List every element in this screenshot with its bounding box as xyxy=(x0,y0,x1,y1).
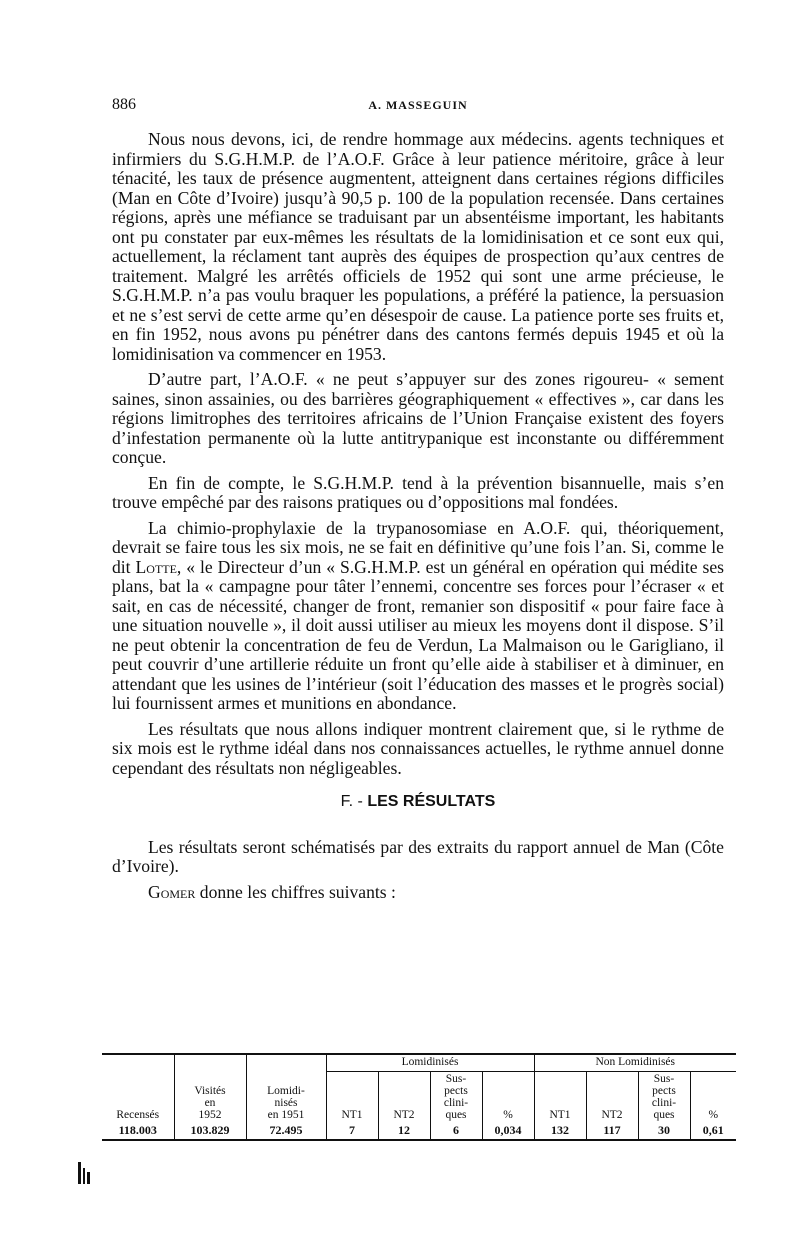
cell-visites: 103.829 xyxy=(174,1122,246,1140)
page-header xyxy=(112,96,724,120)
results-table xyxy=(102,1053,736,1141)
paragraph: D’autre part, l’A.O.F. « ne peut s’appuyer sur des zones rigoureu- « sement saines, sinon assainies, ou des barrières géographiquement « effectives », car dans les régions limitrophes des territoires africains de l’Union Française existent des foyers d’infestation permanente où la lutte antitrypanique est inconstante ou différemment conçue. xyxy=(112,369,724,467)
cell-lom-pct: 0,034 xyxy=(482,1122,534,1140)
group-header-non-lomidinises: Non Lomidinisés xyxy=(534,1054,736,1072)
header-lomidinises-1951: Lomidi- nisés en 1951 xyxy=(246,1072,326,1122)
cell-lom-suspects: 6 xyxy=(430,1122,482,1140)
header-visites: Visités en 1952 xyxy=(174,1072,246,1122)
paragraph: Les résultats seront schématisés par des extraits du rapport annuel de Man (Côte d’Ivoire). xyxy=(112,836,724,876)
cell-lom-nt1: 7 xyxy=(326,1122,378,1140)
cell-lomidinises-1951: 72.495 xyxy=(246,1122,326,1140)
section-prefix: F. - xyxy=(340,793,363,810)
table-row xyxy=(102,1122,736,1140)
cell-non-nt1: 132 xyxy=(534,1122,586,1140)
group-header-lomidinises: Lomidinisés xyxy=(326,1054,534,1072)
header-non-nt2: NT2 xyxy=(586,1072,638,1122)
running-title: A. MASSEGUIN xyxy=(368,98,468,112)
header-lom-nt2: NT2 xyxy=(378,1072,430,1122)
paragraph: En fin de compte, le S.G.H.M.P. tend à la prévention bisannuelle, mais s’en trouve empêché par des raisons pratiques ou d’oppositions mal fondées. xyxy=(112,472,724,512)
paragraph-text: donne les chiffres suivants : xyxy=(199,881,396,902)
header-lom-pct: % xyxy=(482,1072,534,1122)
page-number: 886 xyxy=(112,96,136,113)
author-name: Lotte, xyxy=(135,556,182,577)
scan-mark-icon xyxy=(76,1160,102,1186)
cell-non-pct: 0,61 xyxy=(690,1122,736,1140)
cell-recenses: 118.003 xyxy=(102,1122,174,1140)
paragraph: Nous nous devons, ici, de rendre hommage aux médecins. agents techniques et infirmiers du S.G.H.M.P. de l’A.O.F. Grâce à leur patience méritoire, grâce à leur ténacité, les taux de présence augmentent, atteignent dans certaines régions difficiles (Man en Côte d’Ivoire) jusqu’à 90,5 p. 100 de la population recensée. Dans certaines régions, après une méfiance se traduisant par un absentéisme important, les habitants ont pu constater par eux-mêmes les résultats de la lomidinisation et ce sont eux qui, actuellement, la réclament tant auprès des équipes de prospection qu’aux centres de traitement. Malgré les arrêtés officiels de 1952 qui sont une arme précieuse, le S.G.H.M.P. n’a pas voulu braquer les populations, a préféré la patience, la persuasion et ne s’est servi de cette arme qu’en désespoir de cause. La patience porte ses fruits et, en fin 1952, nous avons pu pénétrer dans des cantons fermés depuis 1945 et où la lomidinisation va commencer en 1953. xyxy=(112,129,724,364)
author-name: Gomer xyxy=(148,881,196,902)
header-non-suspects: Sus- pects clini- ques xyxy=(638,1072,690,1122)
header-non-nt1: NT1 xyxy=(534,1072,586,1122)
paragraph-text: La chimio-prophylaxie de la trypanosomiase en A.O.F. qui, théoriquement, devrait se faire tous les six mois, ne se fait en définitive qu’une fois l’an. Si, comme le dit xyxy=(112,517,724,577)
paragraph xyxy=(112,519,724,714)
table-group-row xyxy=(102,1054,736,1072)
paragraph: Les résultats que nous allons indiquer montrent clairement que, si le rythme de six mois est le rythme idéal dans nos connaissances actuelles, le rythme annuel donne cependant des résultats non négligeables. xyxy=(112,718,724,778)
header-recenses: Recensés xyxy=(116,1108,160,1121)
header-lom-nt1: NT1 xyxy=(326,1072,378,1122)
body-text xyxy=(112,130,724,908)
cell-non-suspects: 30 xyxy=(638,1122,690,1140)
cell-lom-nt2: 12 xyxy=(378,1122,430,1140)
section-heading xyxy=(112,792,724,812)
header-non-pct: % xyxy=(690,1072,736,1122)
paragraph-text: « le Directeur d’un « S.G.H.M.P. est un général en opération qui médite ses plans, bat la « campagne pour tâter l’ennemi, concentre ses forces pour l’écraser « et sait, en cas de nécessité, changer de front, remanier son dispositif « pour faire face à une situation nouvelle », il doit aussi utiliser au mieux les moyens dont il dispose. S’il ne peut obtenir la concentration de feu de Verdun, La Malmaison ou le Garigliano, il peut couvrir d’une artillerie réduite un front qu’elle aide à stabiliser et à diminuer, en attendant que les usines de l’intérieur (soit l’éducation des masses et le progrès social) lui fournissent armes et munitions en abondance. xyxy=(112,556,725,713)
cell-non-nt2: 117 xyxy=(586,1122,638,1140)
table-header-row xyxy=(102,1072,736,1122)
header-lom-suspects: Sus- pects clini- ques xyxy=(430,1072,482,1122)
section-title: LES RÉSULTATS xyxy=(367,793,496,810)
paragraph xyxy=(112,883,724,903)
